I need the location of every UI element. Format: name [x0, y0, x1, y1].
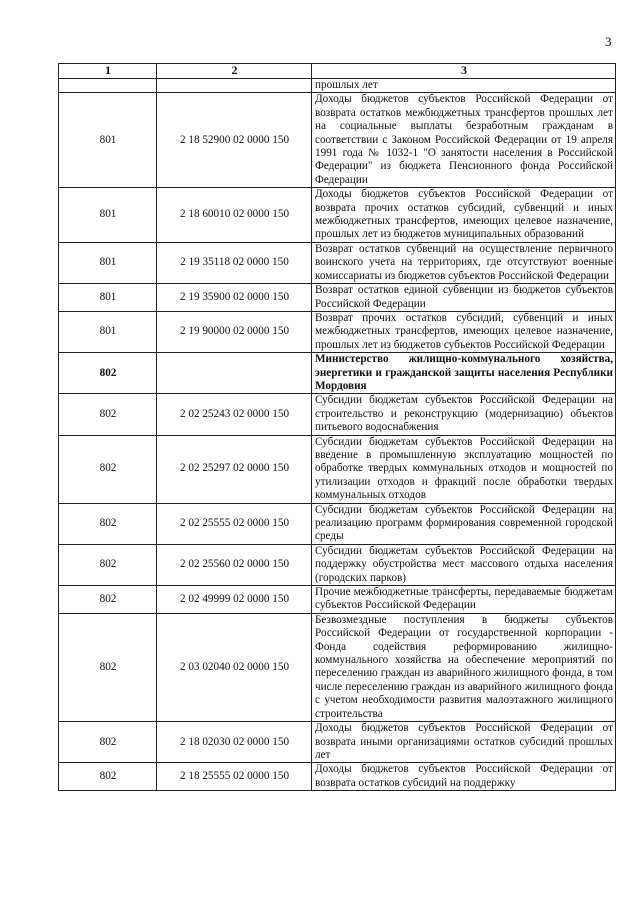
- row-kbk-cell: 2 02 25560 02 0000 150: [157, 544, 312, 585]
- row-description-cell: Возврат остатков единой субвенции из бюджетов субъектов Российской Федерации: [312, 284, 616, 312]
- table-row: [59, 242, 616, 283]
- row-code-cell: 802: [59, 544, 157, 585]
- row-code-cell: 801: [59, 311, 157, 352]
- row-description-cell: Доходы бюджетов субъектов Российской Федерации от возврата остатков межбюджетных трансфертов прошлых лет на социальные выплаты безработным гражданам в соответствии с Законом Российской Федерации от 19 апреля 1991 года № 1032-1 "О занятости населения в Российской Федерации" из бюджета Пенсионного фонда Российской Федерации: [312, 93, 616, 188]
- row-kbk-cell: 2 19 35900 02 0000 150: [157, 284, 312, 312]
- row-kbk-cell: 2 19 35118 02 0000 150: [157, 242, 312, 283]
- budget-classification-table: [58, 63, 616, 791]
- row-code-cell: 802: [59, 613, 157, 721]
- row-code-cell: 802: [59, 435, 157, 503]
- row-kbk-cell: 2 02 49999 02 0000 150: [157, 586, 312, 614]
- row-code-cell: 801: [59, 93, 157, 188]
- row-description-cell: Доходы бюджетов субъектов Российской Федерации от возврата остатков субсидий на поддержку: [312, 763, 616, 791]
- row-kbk-cell: 2 02 25555 02 0000 150: [157, 503, 312, 544]
- table-row: [59, 722, 616, 763]
- row-code-cell: 801: [59, 242, 157, 283]
- row-description-cell: Субсидии бюджетам субъектов Российской Федерации на введение в промышленную эксплуатацию мощностей по обработке твердых коммунальных отходов и мощностей по утилизации отходов и фракций после обработки твердых коммунальных отходов: [312, 435, 616, 503]
- table-row: [59, 503, 616, 544]
- table-row: [59, 353, 616, 394]
- column-header-1: 1: [59, 64, 157, 79]
- row-description-cell: прошлых лет: [312, 79, 616, 93]
- row-code-cell: [59, 79, 157, 93]
- row-kbk-cell: [157, 353, 312, 394]
- row-code-cell: 801: [59, 284, 157, 312]
- table-row: [59, 79, 616, 93]
- row-code-cell: 802: [59, 763, 157, 791]
- row-kbk-cell: 2 18 25555 02 0000 150: [157, 763, 312, 791]
- row-description-cell: Возврат остатков субвенций на осуществление первичного воинского учета на территориях, где отсутствуют военные комиссариаты из бюджетов субъектов Российской Федерации: [312, 242, 616, 283]
- table-row: [59, 311, 616, 352]
- table-row: [59, 435, 616, 503]
- row-kbk-cell: 2 02 25243 02 0000 150: [157, 394, 312, 435]
- row-kbk-cell: 2 03 02040 02 0000 150: [157, 613, 312, 721]
- row-kbk-cell: 2 02 25297 02 0000 150: [157, 435, 312, 503]
- column-header-2: 2: [157, 64, 312, 79]
- page-number: 3: [605, 34, 612, 49]
- row-code-cell: 802: [59, 722, 157, 763]
- row-kbk-cell: 2 18 02030 02 0000 150: [157, 722, 312, 763]
- table-row: [59, 188, 616, 243]
- row-code-cell: 802: [59, 353, 157, 394]
- row-description-cell: Прочие межбюджетные трансферты, передаваемые бюджетам субъектов Российской Федерации: [312, 586, 616, 614]
- row-code-cell: 802: [59, 503, 157, 544]
- row-code-cell: 801: [59, 188, 157, 243]
- table-body: [59, 79, 616, 791]
- table-header-row: [59, 64, 616, 79]
- row-description-cell: Субсидии бюджетам субъектов Российской Федерации на поддержку обустройства мест массового отдыха населения (городских парков): [312, 544, 616, 585]
- table-row: [59, 284, 616, 312]
- row-description-cell: Безвозмездные поступления в бюджеты субъектов Российской Федерации от государственной корпорации - Фонда содействия реформированию жилищно-коммунального хозяйства на обеспечение мероприятий по переселению граждан из аварийного жилищного фонда, в том числе переселению граждан из аварийного жилищного фонда с учетом необходимости развития малоэтажного жилищного строительства: [312, 613, 616, 721]
- row-description-cell: Доходы бюджетов субъектов Российской Федерации от возврата прочих остатков субсидий, субвенций и иных межбюджетных трансфертов, имеющих целевое назначение, прошлых лет из бюджетов муниципальных образований: [312, 188, 616, 243]
- row-description-cell: Возврат прочих остатков субсидий, субвенций и иных межбюджетных трансфертов, имеющих целевое назначение, прошлых лет из бюджетов субъектов Российской Федерации: [312, 311, 616, 352]
- row-kbk-cell: 2 18 60010 02 0000 150: [157, 188, 312, 243]
- row-description-cell: Субсидии бюджетам субъектов Российской Федерации на строительство и реконструкцию (модернизацию) объектов питьевого водоснабжения: [312, 394, 616, 435]
- table-row: [59, 544, 616, 585]
- table-row: [59, 763, 616, 791]
- table-row: [59, 586, 616, 614]
- row-kbk-cell: [157, 79, 312, 93]
- column-header-3: 3: [312, 64, 616, 79]
- table-row: [59, 93, 616, 188]
- row-code-cell: 802: [59, 586, 157, 614]
- table-row: [59, 394, 616, 435]
- row-kbk-cell: 2 18 52900 02 0000 150: [157, 93, 312, 188]
- table-row: [59, 613, 616, 721]
- row-description-cell: Министерство жилищно-коммунального хозяйства, энергетики и гражданской защиты населения Республики Мордовия: [312, 353, 616, 394]
- row-description-cell: Доходы бюджетов субъектов Российской Федерации от возврата иными организациями остатков субсидий прошлых лет: [312, 722, 616, 763]
- row-description-cell: Субсидии бюджетам субъектов Российской Федерации на реализацию программ формирования современной городской среды: [312, 503, 616, 544]
- row-kbk-cell: 2 19 90000 02 0000 150: [157, 311, 312, 352]
- row-code-cell: 802: [59, 394, 157, 435]
